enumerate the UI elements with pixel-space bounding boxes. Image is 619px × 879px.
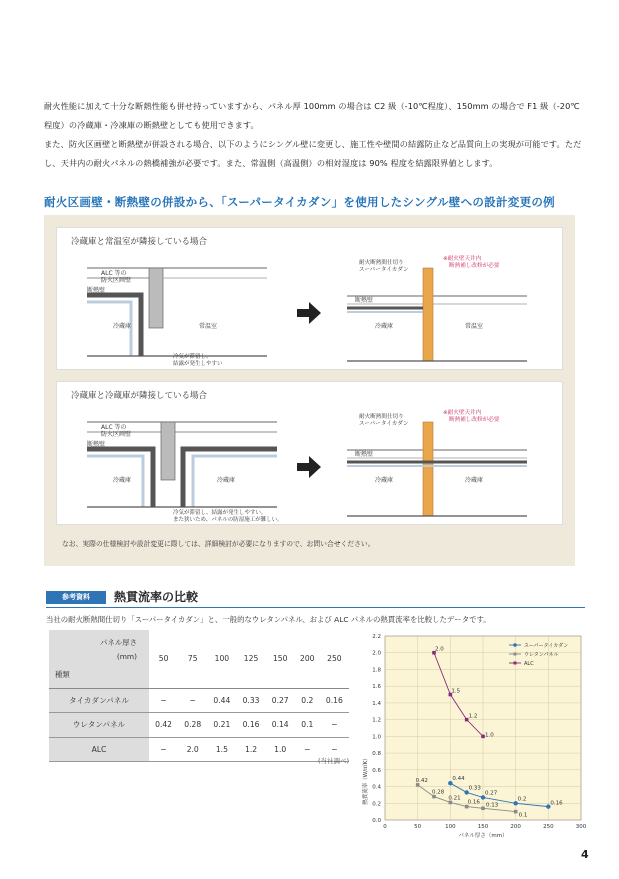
- room-right: 冷蔵庫: [217, 477, 236, 484]
- data-label: 0.2: [517, 796, 527, 803]
- legend-marker: [514, 662, 517, 665]
- data-label: 0.16: [467, 799, 480, 806]
- note1: 冷気が滞留し、結露が発生しやすい。: [173, 510, 267, 516]
- table-cell: −: [149, 688, 178, 713]
- after-diagram: [347, 254, 527, 361]
- legend-label: スーパータイカダン: [524, 643, 569, 649]
- data-label: 0.44: [452, 776, 465, 783]
- label-insul: 断熱壁: [355, 297, 374, 304]
- x-tick-label: 300: [575, 824, 587, 830]
- table-cell: −: [320, 713, 349, 738]
- note2: また狭いため、パネルの防湿施工が難しい。: [173, 517, 283, 523]
- case-refrigerator-refrigerator: [56, 381, 563, 525]
- label-alc: ALC 等の: [101, 270, 127, 277]
- heat-transmission-chart: [359, 630, 591, 844]
- legend-marker: [514, 653, 517, 656]
- room-right: 冷蔵庫: [465, 477, 484, 484]
- y-tick-label: 0.2: [372, 801, 381, 808]
- y-tick-label: 1.4: [372, 700, 381, 707]
- column-header: 200: [295, 630, 320, 688]
- case2-diagram: [57, 382, 564, 526]
- data-point: [481, 806, 485, 810]
- label-insul: 断熱壁: [87, 287, 106, 294]
- table-cell: 1.0: [266, 737, 295, 762]
- y-tick-label: 0.8: [372, 751, 381, 758]
- corner-unit: (mm): [116, 652, 137, 661]
- table-row: [49, 688, 349, 713]
- y-tick-label: 2.2: [372, 634, 381, 640]
- data-label: 0.33: [468, 785, 481, 792]
- label-fire1: 耐火断熱間仕切り: [359, 414, 404, 420]
- table-cell: 0.33: [236, 688, 265, 713]
- column-header: 250: [320, 630, 349, 688]
- y-axis-label: 熱貫流率（W/㎡K）: [363, 755, 369, 805]
- column-header: 100: [207, 630, 236, 688]
- data-label: 0.1: [518, 812, 528, 819]
- x-tick-label: 100: [445, 824, 456, 830]
- intro-paragraph: 耐火性能に加えて十分な断熱性能も併せ持っていますから、パネル厚 100mm の場合は C2 級（-10℃程度）、150mm の場合で F1 級（-20℃程度）の冷蔵庫・冷凍庫の断熱壁としても使用できます。: [44, 101, 580, 130]
- label-alc2: 防火区画壁: [101, 277, 132, 284]
- heat-transmission-table: [49, 630, 349, 762]
- table-cell: 0.21: [207, 713, 236, 738]
- warn2: 断熱補し改修が必要: [449, 417, 500, 423]
- y-tick-label: 0.6: [372, 767, 381, 774]
- warn2: 断熱補し改修が必要: [449, 263, 500, 269]
- label-fire1: 耐火断熱間仕切り: [359, 260, 404, 266]
- table-cell: 2.0: [178, 737, 207, 762]
- case1-diagram: [57, 228, 564, 371]
- after-diagram: [347, 408, 527, 516]
- y-tick-label: 1.2: [372, 717, 381, 724]
- table-cell: 1.2: [236, 737, 265, 762]
- row-header: タイカダンパネル: [49, 688, 149, 713]
- room-left: 冷蔵庫: [375, 323, 394, 330]
- legend-marker: [513, 643, 517, 647]
- x-tick-label: 150: [477, 824, 489, 830]
- y-tick-label: 2.0: [372, 650, 381, 657]
- y-tick-label: 1.8: [372, 667, 381, 674]
- room-left: 冷蔵庫: [113, 323, 132, 330]
- table-cell: 0.14: [266, 713, 295, 738]
- reference-badge: 参考資料: [46, 591, 106, 604]
- data-label: 2.0: [435, 646, 444, 653]
- table-row: [49, 713, 349, 738]
- note1: 冷気が滞留し、: [173, 354, 212, 360]
- arrow-icon: [297, 302, 321, 324]
- table-source: (当社調べ): [318, 757, 350, 765]
- section-heading: 耐火区画壁・断熱壁の併設から、「スーパータイカダン」を使用したシングル壁への設計変更の例: [44, 195, 555, 209]
- data-label: 0.42: [415, 777, 428, 784]
- corner-label: パネル厚さ: [100, 638, 137, 647]
- room-left: 冷蔵庫: [113, 477, 132, 484]
- x-axis-label: パネル厚さ（mm）: [458, 833, 508, 839]
- panel-note: なお、実際の仕様検討や設計変更に際しては、詳細検討が必要になりますので、お問い合せください。: [62, 540, 375, 548]
- table-cell: 0.1: [295, 713, 320, 738]
- intro-paragraph: また、防火区画壁と断熱壁が併設される場合、以下のようにシングル壁に変更し、施工性や壁間の結露防止など品質向上の実現が可能です。ただし、天井内の耐火パネルの熱橋補強が必要です。また、常温側（高温側）の相対湿度は 90% 程度を結露限界値とします。: [44, 139, 582, 168]
- column-header: 75: [178, 630, 207, 688]
- table-cell: 0.27: [266, 688, 295, 713]
- table-cell: 0.44: [207, 688, 236, 713]
- data-label: 0.21: [448, 795, 461, 802]
- table-cell: 0.28: [178, 713, 207, 738]
- x-tick-label: 0: [383, 824, 387, 830]
- table-cell: −: [295, 737, 320, 762]
- label-insul: 断熱壁: [355, 451, 374, 458]
- reference-title: 熱貫流率の比較: [114, 590, 199, 604]
- reference-description: 当社の耐火断熱間仕切り「スーパータイカダン」と、一般的なウレタンパネル、および ALC パネルの熱貫流率を比較したデータです。: [46, 615, 491, 624]
- super-taikadan-wall: [423, 422, 433, 516]
- y-tick-label: 1.0: [372, 734, 381, 741]
- data-label: 1.0: [485, 732, 494, 739]
- case-title: 冷蔵庫と常温室が隣接している場合: [71, 237, 208, 247]
- divider: [46, 607, 585, 608]
- y-tick-label: 0.0: [372, 818, 381, 824]
- data-label: 0.28: [432, 789, 445, 796]
- table-corner: [49, 630, 149, 688]
- x-tick-label: 50: [414, 824, 422, 830]
- data-label: 1.2: [468, 713, 478, 720]
- case-refrigerator-normal-room: [56, 227, 563, 370]
- chart-svg: [359, 630, 591, 844]
- label-insul: 断熱壁: [87, 441, 106, 448]
- table-cell: 0.2: [295, 688, 320, 713]
- column-header: 50: [149, 630, 178, 688]
- arrow-icon: [297, 456, 321, 478]
- corner-type: 種類: [55, 669, 70, 679]
- table-cell: −: [149, 737, 178, 762]
- table-cell: 0.16: [236, 713, 265, 738]
- data-label: 0.27: [485, 790, 498, 797]
- warn1: ※耐火壁天井内: [443, 256, 482, 262]
- label-fire2: スーパータイカダン: [359, 267, 409, 273]
- x-tick-label: 250: [543, 824, 554, 830]
- data-label: 0.16: [550, 800, 563, 807]
- table-cell: 1.5: [207, 737, 236, 762]
- case-title: 冷蔵庫と冷蔵庫が隣接している場合: [71, 391, 208, 401]
- room-right: 常温室: [199, 323, 218, 330]
- column-header: 125: [236, 630, 265, 688]
- fire-wall: [161, 422, 175, 480]
- legend-label: ALC: [524, 661, 534, 667]
- label-alc: ALC 等の: [101, 424, 127, 431]
- warn1: ※耐火壁天井内: [443, 410, 482, 416]
- row-header: ALC: [49, 737, 149, 762]
- label-alc2: 防火区画壁: [101, 431, 132, 438]
- data-label: 1.5: [451, 688, 461, 695]
- row-header: ウレタンパネル: [49, 713, 149, 738]
- table-cell: −: [320, 737, 349, 762]
- table-cell: 0.42: [149, 713, 178, 738]
- table-cell: 0.16: [320, 688, 349, 713]
- table-cell: −: [178, 688, 207, 713]
- data-label: 0.13: [486, 802, 499, 809]
- table-row: [49, 737, 349, 762]
- y-tick-label: 0.4: [372, 784, 381, 791]
- room-right: 常温室: [465, 323, 484, 330]
- table-header-row: [49, 630, 349, 688]
- legend-label: ウレタンパネル: [524, 652, 559, 658]
- y-tick-label: 1.6: [372, 684, 381, 691]
- label-fire2: スーパータイカダン: [359, 421, 409, 427]
- design-change-panel: [44, 215, 575, 566]
- super-taikadan-wall: [423, 268, 433, 361]
- x-tick-label: 200: [510, 824, 521, 830]
- page-number: 4: [581, 848, 589, 861]
- intro-text: [44, 97, 584, 173]
- fire-wall: [149, 268, 163, 328]
- before-diagram: [87, 422, 283, 523]
- room-left: 冷蔵庫: [375, 477, 394, 484]
- column-header: 150: [266, 630, 295, 688]
- before-diagram: [87, 268, 267, 367]
- data-point: [514, 810, 518, 814]
- note2: 結露が発生しやすい: [173, 361, 223, 367]
